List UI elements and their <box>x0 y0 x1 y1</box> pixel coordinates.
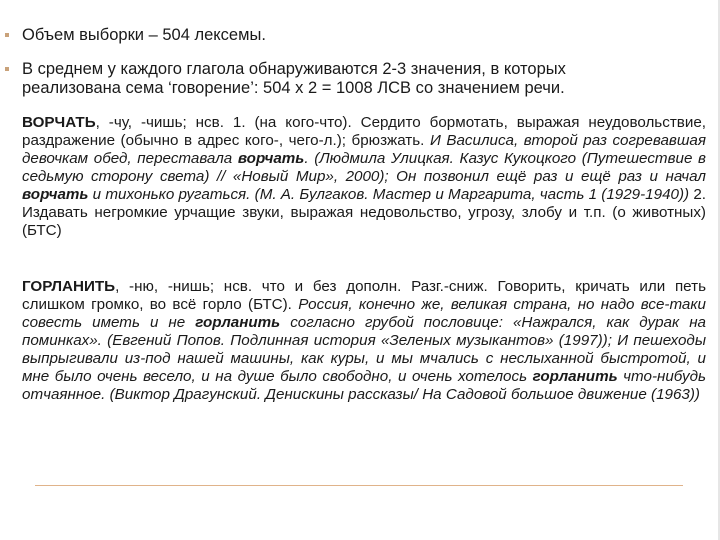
bullet-text: В среднем у каждого глагола обнаруживаются 2-3 значения, в которых <box>22 60 566 78</box>
example-text: . (Людмила Улицкая. Казус Кукоцкого (Путешествие в седьмую сторону света) // «Новый Мир», 2000); Он позвонил ещё раз и ещё раз и начал <box>22 150 706 185</box>
bullet-marker <box>5 67 9 71</box>
example-text: и тихонько ругаться. (М. А. Булгаков. Мастер и Маргарита, часть 1 (1929-1940)) <box>88 186 690 203</box>
definition-text: , -чу, -чишь; нсв. 1. (на кого-что). Сердито бормотать, выражая неудовольствие, раздражение (обычно в адрес кого-, чего-л.); брюзжать. <box>22 114 706 149</box>
example-keyword: ворчать <box>237 150 305 167</box>
headword: ГОРЛАНИТЬ <box>22 278 116 295</box>
footer-divider <box>35 485 683 486</box>
example-text: что-нибудь отчаянное. (Виктор Драгунский. Денискины рассказы/ На Садовой большое движение (1963)) <box>22 368 706 403</box>
bullet-marker <box>5 33 9 37</box>
bullet-text-continuation: реализована сема ‘говорение’: 504 x 2 = 1008 ЛСВ со значением речи. <box>22 79 565 97</box>
definition-text: , -ню, -нишь; нсв. что и без дополн. Разг.-сниж. Говорить, кричать или петь слишком громко, во всё горло (БТС). <box>22 278 706 313</box>
dictionary-entry-gorlanit <box>22 278 706 404</box>
example-keyword: ворчать <box>22 186 89 203</box>
example-text: И Василиса, второй раз согревавшая девочкам обед, переставала <box>22 132 706 167</box>
bullet-text: Объем выборки – 504 лексемы. <box>22 26 266 44</box>
headword: ВОРЧАТЬ <box>22 114 96 131</box>
dictionary-entry-vorchat <box>22 114 706 240</box>
example-text: согласно грубой пословице: «Нажрался, как дурак на поминках». (Евгений Попов. Подлинная история «Зеленых музыкантов» (1997)); И пешеходы выпрыгивали из-под нашей машины, как куры, и мы мчались с неслыханной быстротой, и мне было очень весело, и на душе было свободно, и очень хотелось <box>22 314 706 385</box>
example-text: Россия, конечно же, великая страна, но надо все-таки совесть иметь и не <box>22 296 706 331</box>
example-keyword: горланить <box>195 314 281 331</box>
example-keyword: горланить <box>532 368 618 385</box>
definition-text: 2. Издавать негромкие урчащие звуки, выражая недовольство, угрозу, злобу и т.п. (о животных) (БТС) <box>22 186 707 239</box>
